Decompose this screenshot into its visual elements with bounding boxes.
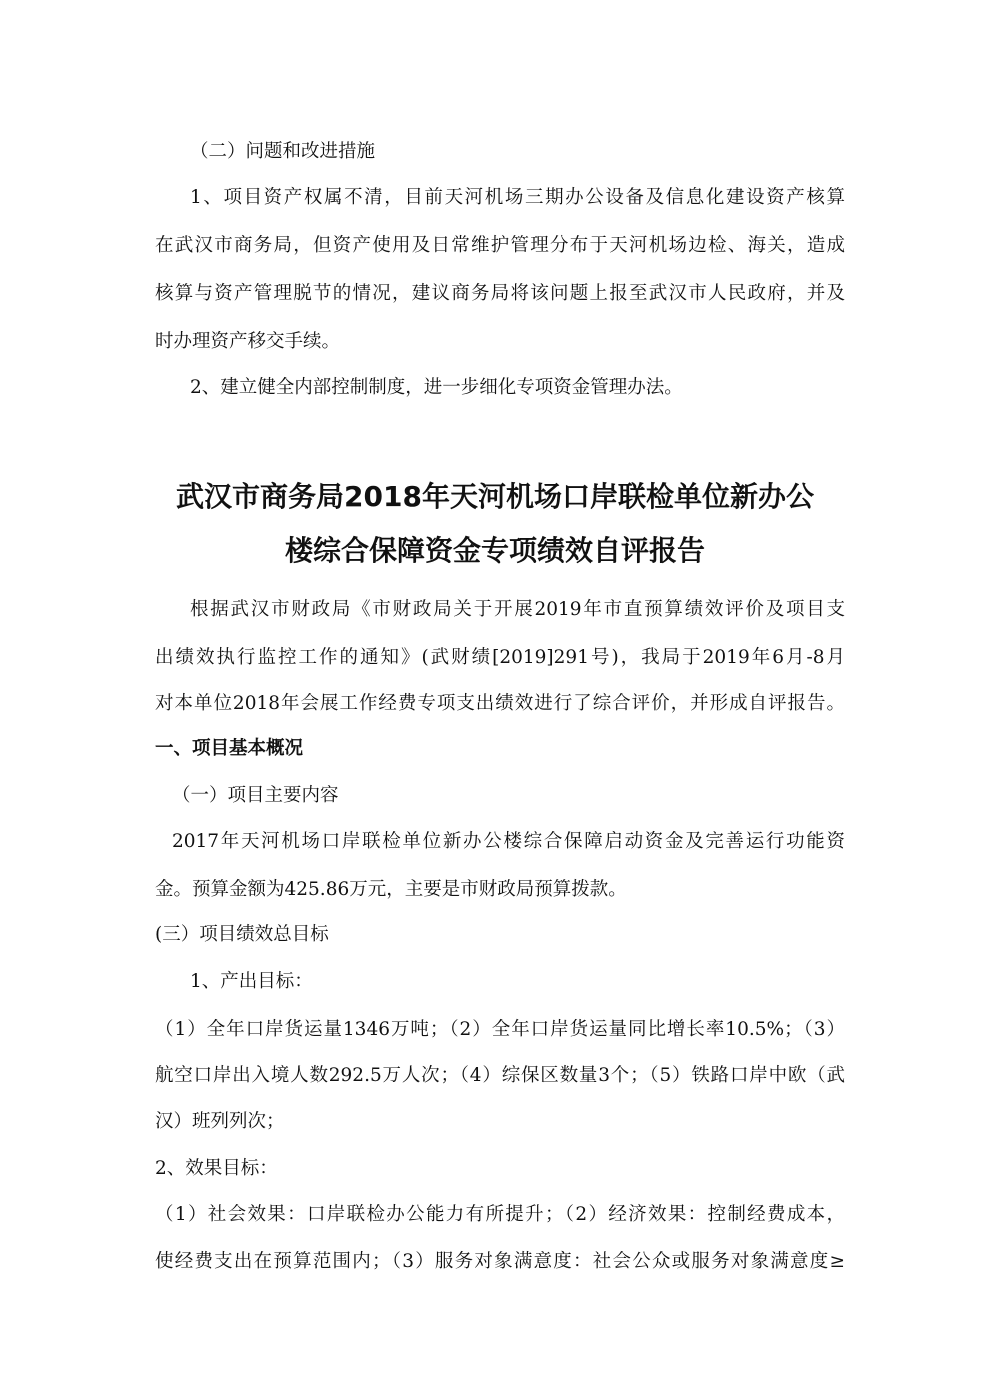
output-line-3: 汉）班列列次；: [155, 1111, 285, 1132]
part-one-heading: 一、项目基本概况: [155, 738, 304, 759]
effect-label: 2、效果目标：: [155, 1158, 278, 1179]
item1-line-4: 时办理资产移交手续。: [155, 331, 341, 352]
output-line-1: （1）全年口岸货运量1346万吨；（2）全年口岸货运量同比增长率10.5%；（3）: [155, 1019, 845, 1040]
item2-line: 2、建立健全内部控制制度，进一步细化专项资金管理办法。: [190, 377, 683, 398]
item1-line-1: 1、项目资产权属不清，目前天河机场三期办公设备及信息化建设资产核算: [190, 187, 845, 208]
output-line-2: 航空口岸出入境人数292.5万人次；（4）综保区数量3个；（5）铁路口岸中欧（武: [155, 1065, 845, 1086]
report-title-line-1: 武汉市商务局2018年天河机场口岸联检单位新办公: [176, 480, 814, 513]
effect-line-2: 使经费支出在预算范围内；（3）服务对象满意度：社会公众或服务对象满意度≥: [155, 1251, 845, 1272]
intro-line-1: 根据武汉市财政局《市财政局关于开展2019年市直预算绩效评价及项目支: [190, 599, 845, 620]
item1-line-3: 核算与资产管理脱节的情况，建议商务局将该问题上报至武汉市人民政府，并及: [155, 283, 845, 304]
intro-line-2: 出绩效执行监控工作的通知》(武财绩[2019]291号)，我局于2019年6月-8月: [155, 647, 845, 668]
report-title-line-2: 楼综合保障资金专项绩效自评报告: [284, 534, 705, 567]
effect-line-1: （1）社会效果：口岸联检办公能力有所提升；（2）经济效果：控制经费成本，: [155, 1204, 845, 1225]
intro-line-3: 对本单位2018年会展工作经费专项支出绩效进行了综合评价，并形成自评报告。: [155, 693, 845, 714]
content-line-1: 2017年天河机场口岸联检单位新办公楼综合保障启动资金及完善运行功能资: [172, 831, 845, 852]
section-two-heading: （二）问题和改进措施: [190, 141, 376, 162]
output-label: 1、产出目标：: [190, 971, 313, 992]
part-one-sub1: （一）项目主要内容: [172, 785, 339, 806]
content-line-2: 金。预算金额为425.86万元，主要是市财政局预算拨款。: [155, 879, 627, 900]
item1-line-2: 在武汉市商务局，但资产使用及日常维护管理分布于天河机场边检、海关，造成: [155, 235, 845, 256]
part-one-sub3: (三）项目绩效总目标: [155, 924, 329, 945]
